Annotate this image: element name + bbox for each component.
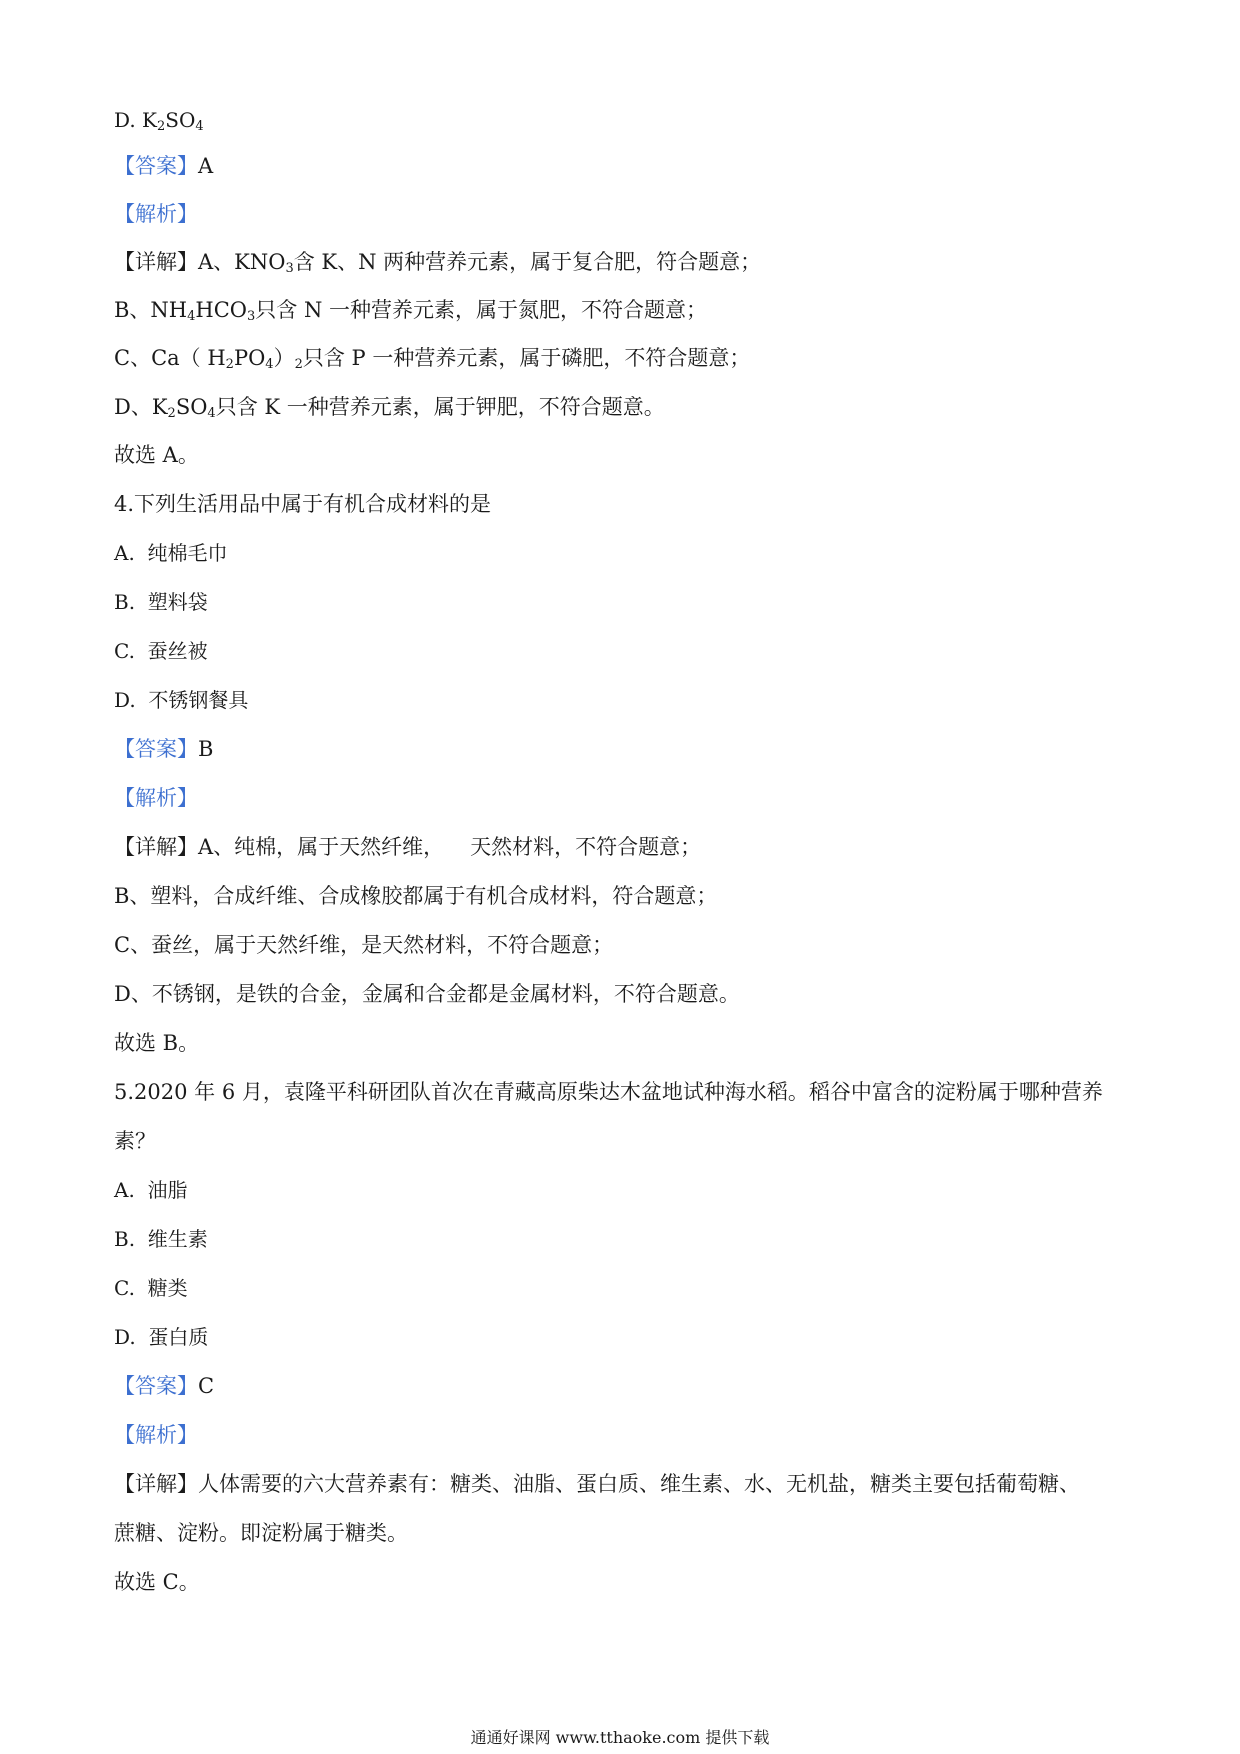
- option-text: 油脂: [147, 1178, 188, 1202]
- option-text: 糖类: [147, 1276, 188, 1300]
- q5-answer: [114, 1372, 214, 1400]
- q5-analysis-tag: 【解析】: [114, 1423, 198, 1447]
- q3-conclusion: 故选 A。: [114, 443, 199, 467]
- q3-detail-c: C、Ca（ $H_2PO_4)_2$只含 P 一种营养元素，属于磷肥，不符合题意；: [114, 346, 751, 372]
- formula-k: K: [142, 108, 157, 132]
- option-label: D.: [114, 1325, 136, 1349]
- option-text: 纯棉毛巾: [147, 541, 228, 565]
- option-text: 蚕丝被: [147, 639, 208, 663]
- option-text: 不锈钢餐具: [148, 688, 249, 712]
- detail-tag: 【详解】: [114, 1472, 198, 1496]
- q5-option-d: [114, 1323, 208, 1351]
- option-label: C.: [114, 1276, 135, 1300]
- q4-detail-d: D、不锈钢，是铁的合金，金属和合金都是金属材料，不符合题意。: [114, 982, 740, 1006]
- q4-option-a: [114, 539, 228, 567]
- q4-option-c: [114, 637, 208, 665]
- answer-tag: 【答案】: [114, 154, 198, 178]
- q3-detail-d: D、$K_2SO_4$只含 K 一种营养元素，属于钾肥，不符合题意。: [114, 395, 665, 421]
- option-text: 塑料袋: [147, 590, 208, 614]
- q4-conclusion: 故选 B。: [114, 1031, 200, 1055]
- detail-tag: 【详解】: [114, 250, 198, 274]
- option-label: A.: [114, 541, 135, 565]
- q4-analysis-tag: 【解析】: [114, 786, 198, 810]
- option-label: D.: [114, 688, 136, 712]
- option-label: B.: [114, 590, 136, 614]
- option-label: D.: [114, 108, 136, 132]
- option-label: B.: [114, 1227, 136, 1251]
- q5-option-c: [114, 1274, 188, 1302]
- option-text: 蛋白质: [148, 1325, 209, 1349]
- option-label: C.: [114, 639, 135, 663]
- q4-detail-b: B、塑料，合成纤维、合成橡胶都属于有机合成材料，符合题意；: [114, 884, 718, 908]
- answer-value: C: [198, 1374, 215, 1398]
- answer-value: A: [198, 154, 214, 178]
- answer-value: B: [198, 737, 214, 761]
- page-footer: 通通好课网 www.tthaoke.com 提供下载: [470, 1728, 770, 1747]
- q3-detail-b: B、$NH_4HCO_3$只含 N 一种营养元素，属于氮肥，不符合题意；: [114, 298, 708, 324]
- q3-analysis-tag: 【解析】: [114, 202, 198, 226]
- q5-option-a: [114, 1176, 188, 1204]
- q5-detail-line2: 蔗糖、淀粉。即淀粉属于糖类。: [114, 1521, 408, 1545]
- answer-tag: 【答案】: [114, 737, 198, 761]
- q4-question: 4.下列生活用品中属于有机合成材料的是: [114, 492, 492, 516]
- q3-detail-a: 【详解】A、$KNO_3$含 K、N 两种营养元素，属于复合肥，符合题意；: [114, 250, 762, 276]
- option-label: A.: [114, 1178, 135, 1202]
- q4-detail-a: 【详解】A、纯棉，属于天然纤维， 天然材料，不符合题意；: [114, 835, 702, 859]
- q4-answer: [114, 735, 213, 763]
- answer-tag: 【答案】: [114, 1374, 198, 1398]
- q5-question-line2: 素？: [114, 1129, 156, 1153]
- q4-option-d: [114, 686, 248, 714]
- q3-answer: [114, 152, 213, 180]
- option-text: 维生素: [147, 1227, 208, 1251]
- q3-option-d: D. $K_2SO_4$: [114, 108, 204, 134]
- q4-detail-c: C、蚕丝，属于天然纤维，是天然材料，不符合题意；: [114, 933, 614, 957]
- detail-tag: 【详解】: [114, 835, 198, 859]
- q4-option-b: [114, 588, 208, 616]
- q5-option-b: [114, 1225, 208, 1253]
- q5-conclusion: 故选 C。: [114, 1570, 200, 1594]
- q5-question-line1: 5.2020 年 6 月，袁隆平科研团队首次在青藏高原柴达木盆地试种海水稻。稻谷中富含的淀粉属于哪种营养: [114, 1080, 1103, 1104]
- q5-detail-line1: 【详解】人体需要的六大营养素有：糖类、油脂、蛋白质、维生素、水、无机盐，糖类主要包括葡萄糖、: [114, 1472, 1080, 1496]
